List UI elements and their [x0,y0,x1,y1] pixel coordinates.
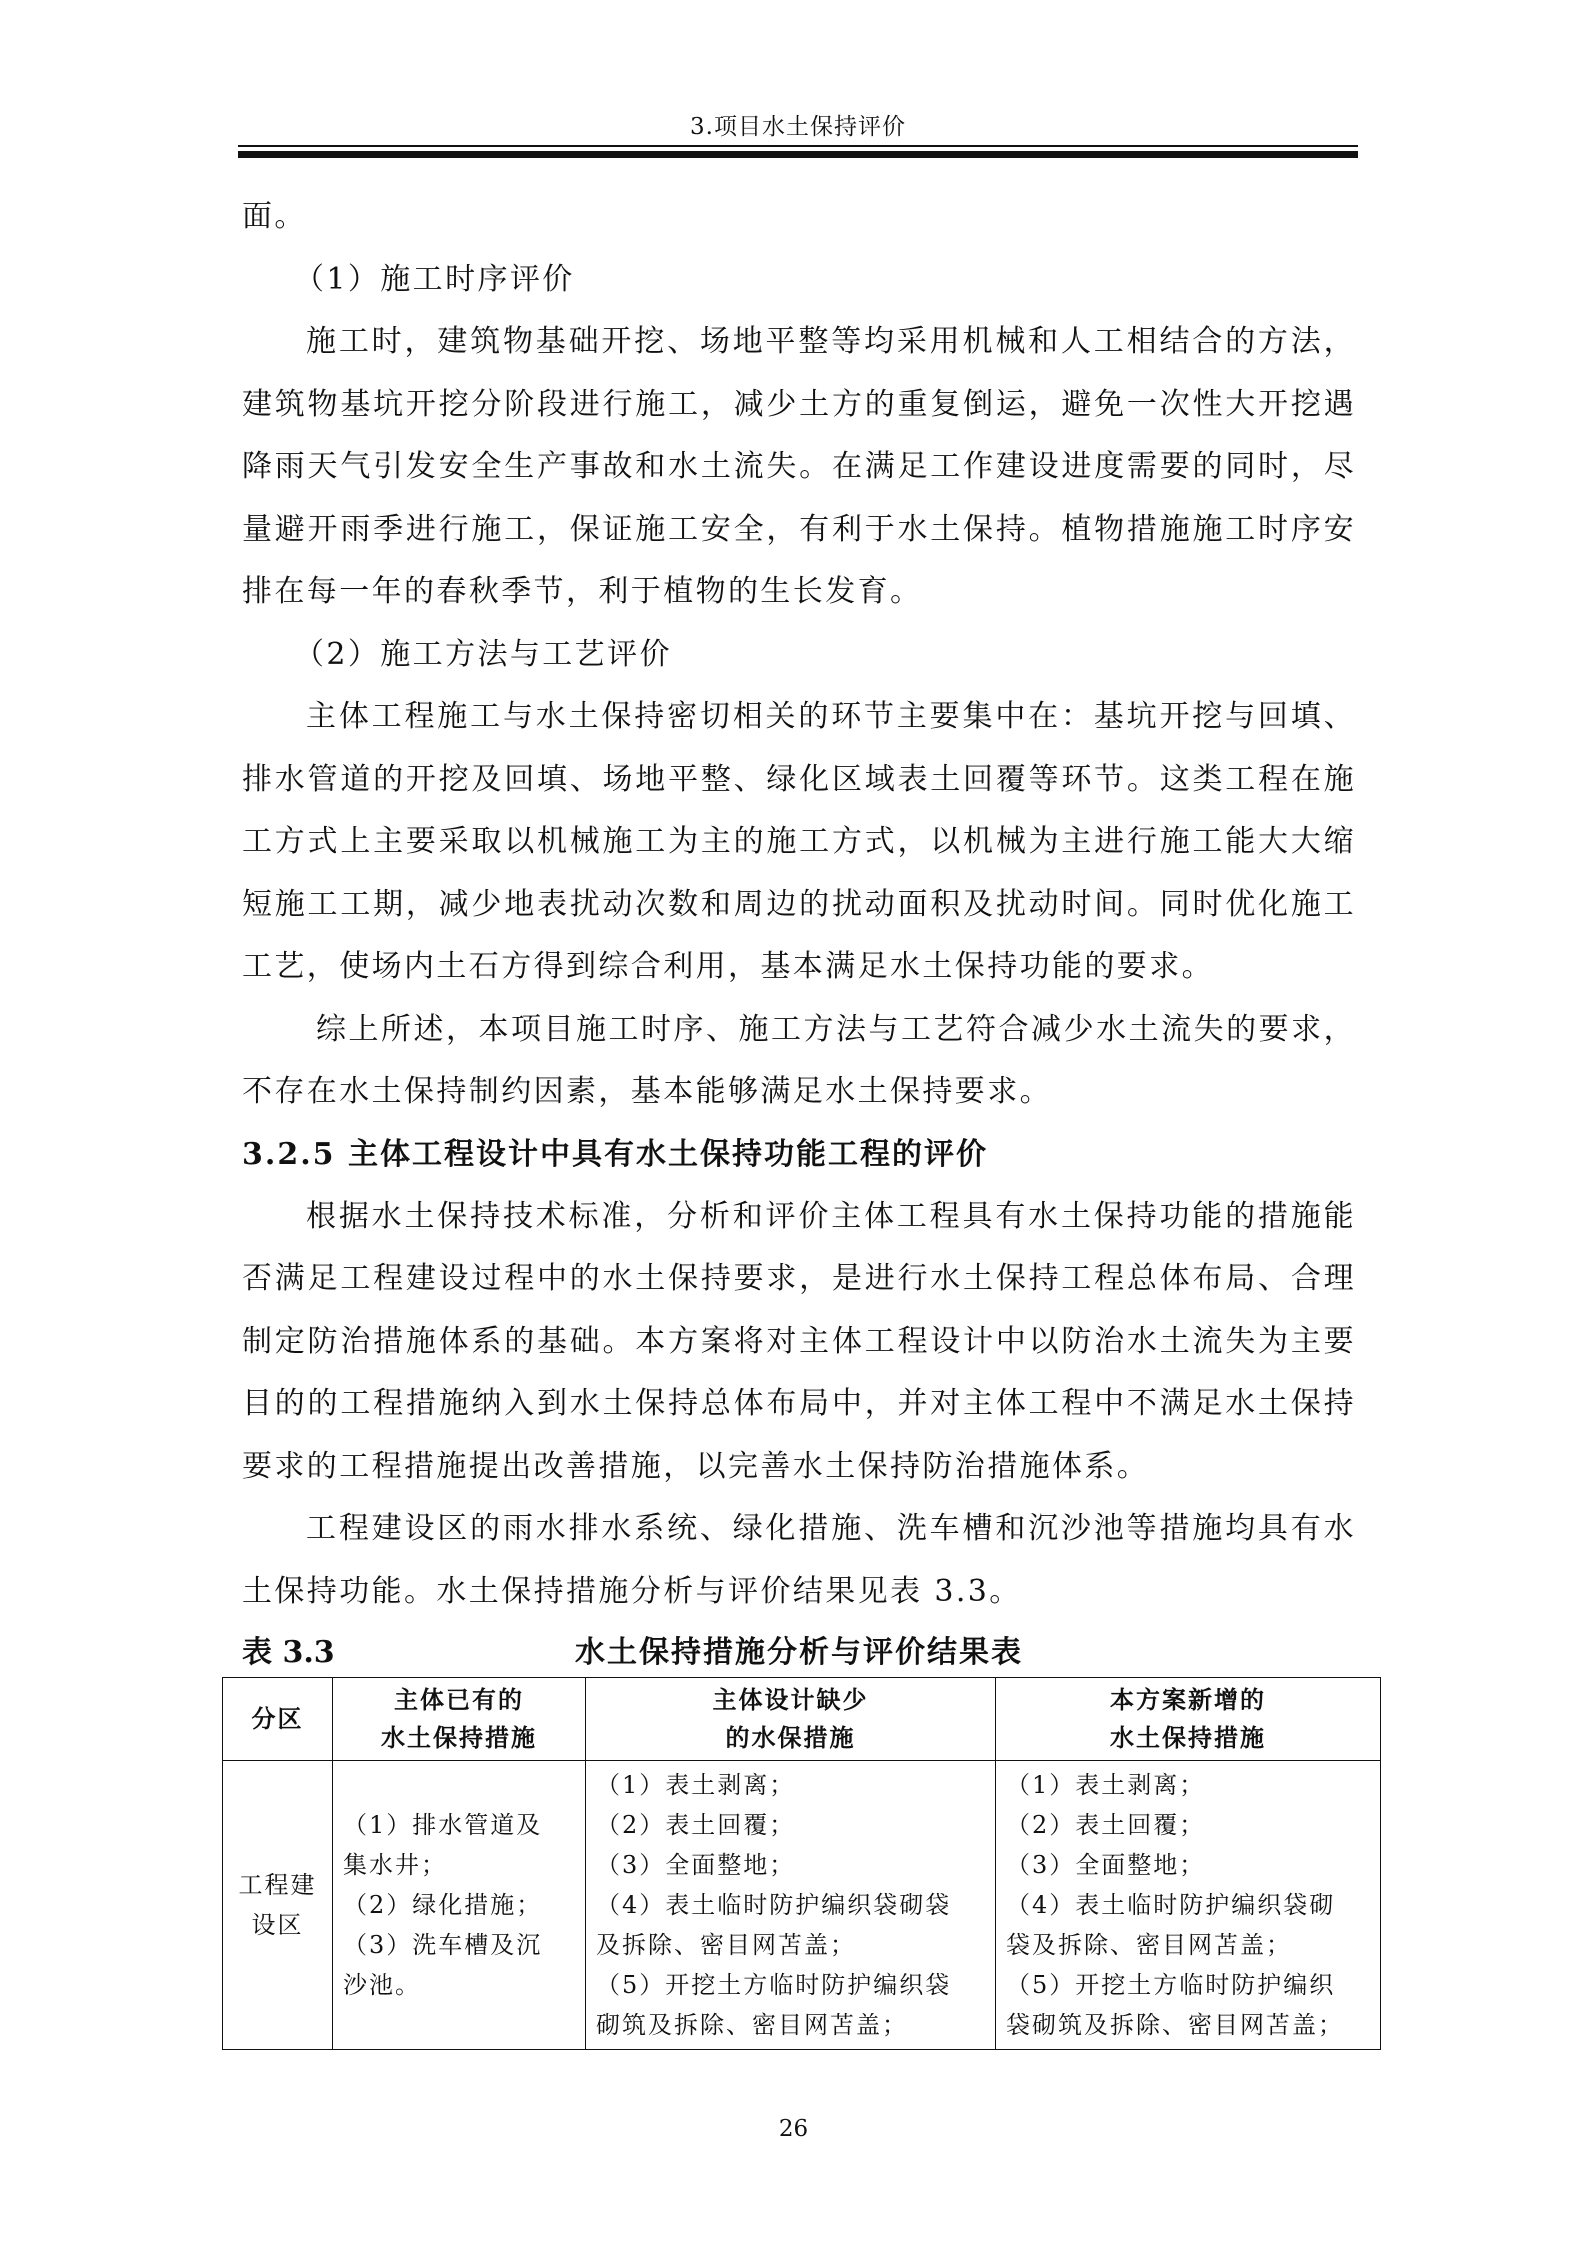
measures-table [222,1677,1381,2050]
header-zone: 分区 [223,1678,333,1761]
added-line: （4）表土临时防护编织袋砌 [1006,1891,1336,1919]
zone-line2: 设区 [251,1911,304,1939]
paragraph-evaluation-1: 根据水土保持技术标准，分析和评价主体工程具有水土保持功能的措施能否满足工程建设过程中的水土保持要求，是进行水土保持工程总体布局、合理制定防治措施体系的基础。本方案将对主体工程设计中以防治水土流失为主要目的的工程措施纳入到水土保持总体布局中，并对主体工程中不满足水土保持要求的工程措施提出改善措施，以完善水土保持防治措施体系。 [242,1198,1356,1484]
table-row [223,1761,1381,2050]
body-text [242,186,1356,1623]
added-line: 袋及拆除、密目网苫盖； [1006,1931,1292,1959]
existing-line: 集水井； [343,1851,447,1879]
existing-line: （3）洗车槽及沉 [343,1931,543,1959]
header-existing-measures [333,1678,586,1761]
table-caption [242,1630,1356,1676]
lacking-line: 及拆除、密目网苫盖； [596,1931,856,1959]
header-added-line1: 本方案新增的 [1110,1685,1266,1714]
cell-lacking-measures [586,1761,996,2050]
cell-added-measures [996,1761,1381,2050]
table-caption-title: 水土保持措施分析与评价结果表 [575,1635,1023,1670]
subheading-method: （2）施工方法与工艺评价 [294,636,672,672]
lacking-line: （5）开挖土方临时防护编织袋 [596,1971,952,1999]
running-header: 3.项目水土保持评价 [690,114,906,140]
header-added-measures [996,1678,1381,1761]
existing-line: （2）绿化措施； [343,1891,543,1919]
cell-zone [223,1761,333,2050]
subheading-schedule: （1）施工时序评价 [294,261,575,297]
header-added-line2: 水土保持措施 [1110,1723,1266,1752]
header-existing-line1: 主体已有的 [394,1685,524,1714]
added-line: （5）开挖土方临时防护编织 [1006,1971,1336,1999]
cell-existing-measures [333,1761,586,2050]
table-header-row [223,1678,1381,1761]
zone-line1: 工程建 [238,1871,317,1899]
table-caption-number: 表 3.3 [242,1635,335,1670]
paragraph-schedule: 施工时，建筑物基础开挖、场地平整等均采用机械和人工相结合的方法，建筑物基坑开挖分阶段进行施工，减少土方的重复倒运，避免一次性大开挖遇降雨天气引发安全生产事故和水土流失。在满足工作建设进度需要的同时，尽量避开雨季进行施工，保证施工安全，有利于水土保持。植物措施施工时序安排在每一年的春秋季节，利于植物的生长发育。 [242,324,1356,609]
section-heading: 3.2.5 主体工程设计中具有水土保持功能工程的评价 [242,1136,988,1172]
header-lacking-line1: 主体设计缺少 [712,1685,869,1714]
header-rule-thick [238,151,1358,158]
lacking-line: （2）表土回覆； [596,1811,796,1839]
page-number: 26 [778,2116,809,2142]
paragraph-method: 主体工程施工与水土保持密切相关的环节主要集中在：基坑开挖与回填、排水管道的开挖及回填、场地平整、绿化区域表土回覆等环节。这类工程在施工方式上主要采取以机械施工为主的施工方式，以机械为主进行施工能大大缩短施工工期，减少地表扰动次数和周边的扰动面积及扰动时间。同时优化施工工艺，使场内土石方得到综合利用，基本满足水土保持功能的要求。 [242,699,1356,984]
lacking-line: 砌筑及拆除、密目网苫盖； [596,2011,908,2039]
lacking-line: （4）表土临时防护编织袋砌袋 [596,1891,952,1919]
paragraph-summary: 综上所述，本项目施工时序、施工方法与工艺符合减少水土流失的要求，不存在水土保持制约因素，基本能够满足水土保持要求。 [242,1011,1356,1109]
added-line: （1）表土剥离； [1006,1771,1206,1799]
header-lacking-measures [586,1678,996,1761]
paragraph-evaluation-2: 工程建设区的雨水排水系统、绿化措施、洗车槽和沉沙池等措施均具有水土保持功能。水土保持措施分析与评价结果见表 3.3。 [242,1511,1356,1609]
added-line: 袋砌筑及拆除、密目网苫盖； [1006,2011,1344,2039]
added-line: （2）表土回覆； [1006,1811,1206,1839]
paragraph-continuation: 面。 [242,199,307,234]
lacking-line: （3）全面整地； [596,1851,796,1879]
header-rule-thin [238,145,1358,147]
existing-line: 沙池。 [343,1971,421,1999]
added-line: （3）全面整地； [1006,1851,1206,1879]
header-existing-line2: 水土保持措施 [381,1723,537,1752]
header-lacking-line2: 的水保措施 [725,1723,856,1752]
lacking-line: （1）表土剥离； [596,1771,796,1799]
existing-line: （1）排水管道及 [343,1811,543,1839]
